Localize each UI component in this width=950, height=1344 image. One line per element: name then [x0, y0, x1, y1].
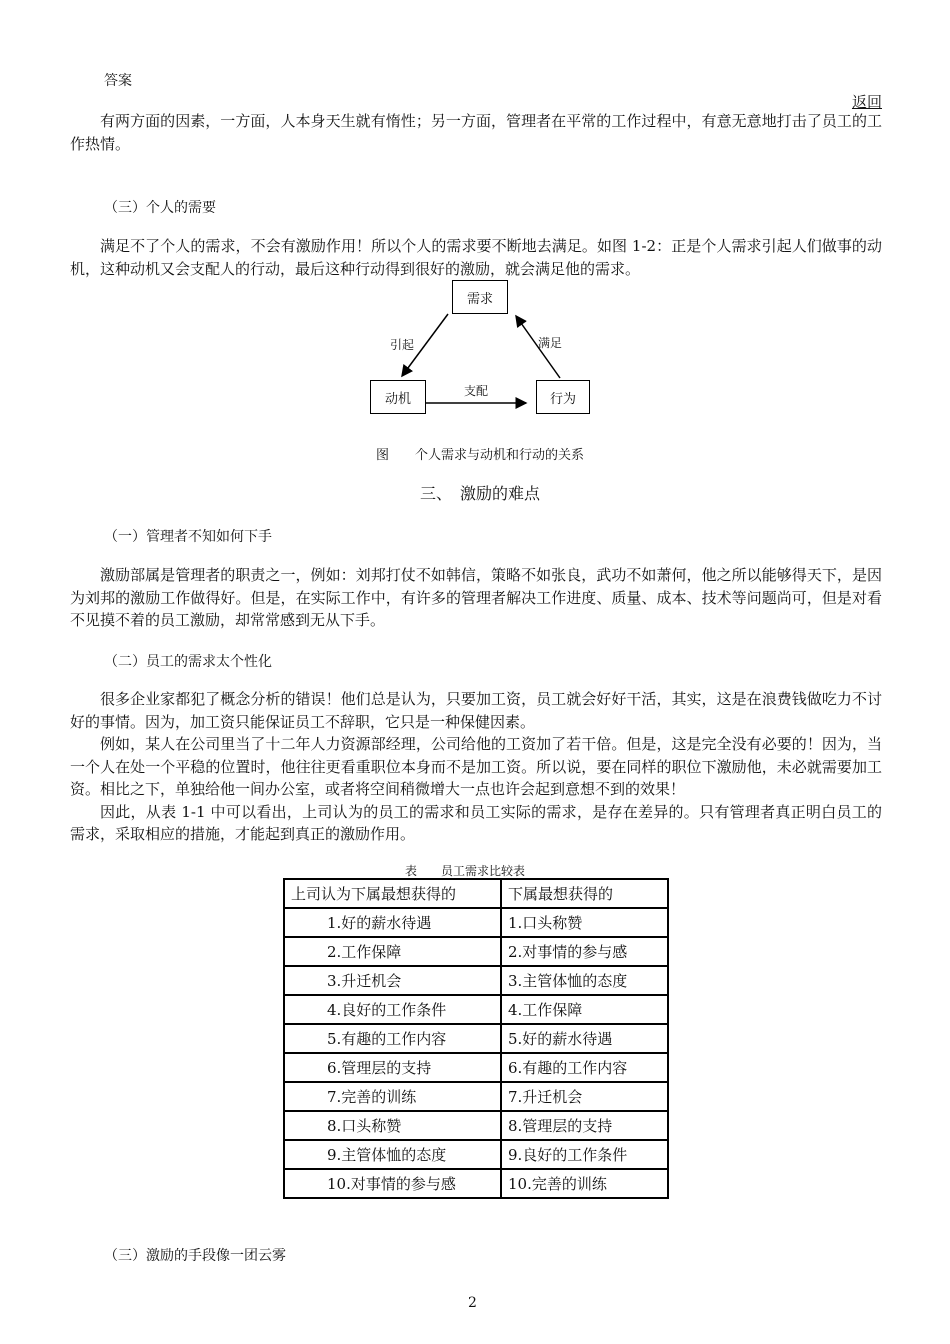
needs-comparison-table	[283, 878, 669, 1199]
table-cell: 7.完善的训练	[284, 1082, 501, 1111]
table-cell: 2.对事情的参与感	[501, 937, 668, 966]
table-cell: 4.良好的工作条件	[284, 995, 501, 1024]
table-row	[284, 1082, 668, 1111]
node-action: 行为	[536, 380, 590, 414]
heading-individual-needs: （二）员工的需求太个性化	[104, 654, 272, 670]
table-cell: 10.对事情的参与感	[284, 1169, 501, 1198]
table-cell: 4.工作保障	[501, 995, 668, 1024]
table-cell: 2.工作保障	[284, 937, 501, 966]
table-row	[284, 1053, 668, 1082]
heading-fog: （三）激励的手段像一团云雾	[104, 1248, 286, 1264]
table-row	[284, 1024, 668, 1053]
page-number: 2	[468, 1295, 477, 1311]
paragraph-manager: 激励部属是管理者的职责之一，例如：刘邦打仗不如韩信，策略不如张良，武功不如萧何，他之所以能够得天下，是因为刘邦的激励工作做得好。但是，在实际工作中，有许多的管理者解决工作进度、质量、成本、技术等问题尚可，但是对看不见摸不着的员工激励，却常常感到无从下手。	[70, 566, 882, 629]
paragraph-answer: 有两方面的因素，一方面，人本身天生就有惰性；另一方面，管理者在平常的工作过程中，有意无意地打击了员工的工作热情。	[70, 112, 882, 153]
paragraph-needs: 满足不了个人的需求，不会有激励作用！所以个人的需求要不断地去满足。如图 1-2：正是个人需求引起人们做事的动机，这种动机又会支配人的行动，最后这种行动得到很好的激励，就会满足他的需求。	[70, 237, 882, 278]
table-caption: 表 员工需求比较表	[405, 864, 526, 878]
table-row	[284, 1169, 668, 1198]
table-header-boss: 上司认为下属最想获得的	[284, 879, 501, 908]
heading-personal-needs: （三）个人的需要	[104, 200, 216, 216]
table-cell: 9.主管体恤的态度	[284, 1140, 501, 1169]
table-cell: 7.升迁机会	[501, 1082, 668, 1111]
table-cell: 6.有趣的工作内容	[501, 1053, 668, 1082]
table-header-row	[284, 879, 668, 908]
table-cell: 6.管理层的支持	[284, 1053, 501, 1082]
table-header-staff: 下属最想获得的	[501, 879, 668, 908]
back-link[interactable]: 返回	[851, 93, 882, 111]
table-cell: 3.主管体恤的态度	[501, 966, 668, 995]
answer-heading: 答案	[104, 73, 132, 89]
table-cell: 5.好的薪水待遇	[501, 1024, 668, 1053]
heading-manager: （一）管理者不知如何下手	[104, 529, 272, 545]
table-row	[284, 1111, 668, 1140]
node-need: 需求	[452, 280, 508, 314]
table-cell: 1.口头称赞	[501, 908, 668, 937]
table-cell: 8.口头称赞	[284, 1111, 501, 1140]
label-dominate: 支配	[464, 384, 489, 398]
table-row	[284, 937, 668, 966]
label-cause: 引起	[390, 338, 415, 352]
table-row	[284, 966, 668, 995]
figure-caption: 图 个人需求与动机和行动的关系	[376, 448, 585, 463]
paragraph-individual-needs: 很多企业家都犯了概念分析的错误！他们总是认为，只要加工资，员工就会好好干活，其实，这是在浪费钱做吃力不讨好的事情。因为，加工资只能保证员工不辞职，它只是一种保健因素。 例如，某人在公司里当了十二年人力资源部经理，公司给他的工资加了若干倍。但是，这是完全没有必要的！因为，当一个人在处一个平稳的位置时，他往往更看重职位本身而不是加工资。所以说，要在同样的职位下激励他，未必就需要加工资。相比之下，单独给他一间办公室，或者将空间稍微增大一点也许会起到意想不到的效果！ 因此，从表 1-1 中可以看出，上司认为的员工的需求和员工实际的需求，是存在差异的。只有管理者真正明白员工的需求，采取相应的措施，才能起到真正的激励作用。	[70, 690, 882, 843]
table-cell: 10.完善的训练	[501, 1169, 668, 1198]
table-cell: 5.有趣的工作内容	[284, 1024, 501, 1053]
table-cell: 3.升迁机会	[284, 966, 501, 995]
label-satisfy: 满足	[538, 336, 563, 350]
table-row	[284, 908, 668, 937]
needs-cycle-diagram	[360, 276, 600, 422]
table-cell: 1.好的薪水待遇	[284, 908, 501, 937]
table-row	[284, 995, 668, 1024]
table-cell: 8.管理层的支持	[501, 1111, 668, 1140]
node-motive: 动机	[370, 380, 426, 414]
section-title: 三、 激励的难点	[420, 484, 541, 503]
table-cell: 9.良好的工作条件	[501, 1140, 668, 1169]
table-row	[284, 1140, 668, 1169]
